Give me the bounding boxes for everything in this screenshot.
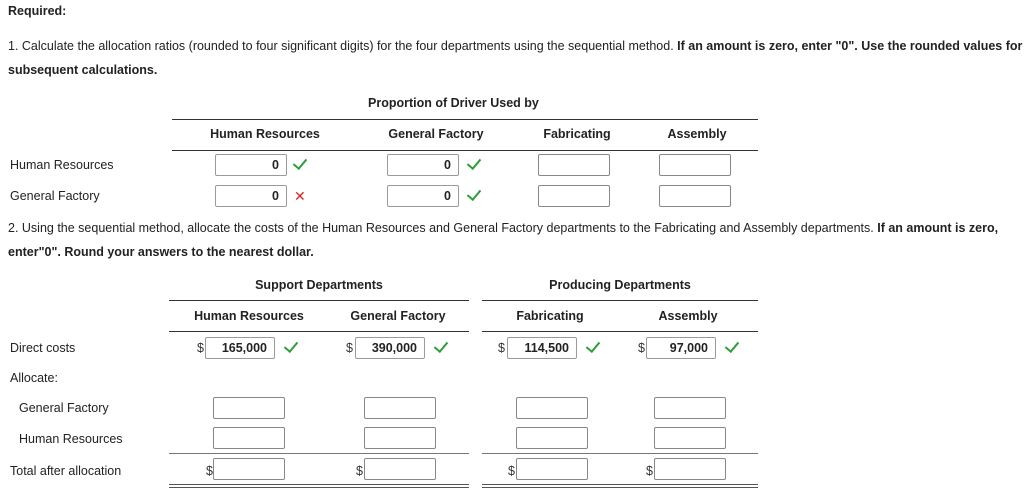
ratio-input-hr-asm[interactable]	[659, 154, 731, 176]
direct-cost-input-asm[interactable]: 97,000	[646, 337, 716, 359]
ratio-input-gf-asm[interactable]	[659, 185, 731, 207]
header-rule	[172, 150, 758, 151]
subtotal-rule	[169, 453, 469, 454]
question-1-bold-instruction: If an amount is zero, enter "0". Use the rounded values for subsequent calculations.	[8, 39, 1023, 77]
total-double-rule	[169, 484, 469, 488]
col-header-general-factory: General Factory	[388, 127, 484, 141]
allocate-gf-input-gf[interactable]	[364, 397, 436, 419]
incorrect-x-icon: ✕	[294, 188, 306, 204]
correct-check-icon	[434, 338, 448, 353]
correct-check-icon	[293, 155, 307, 170]
ratio-input-gf-fab[interactable]	[538, 185, 610, 207]
currency-sign: $	[197, 341, 204, 355]
producing-header-rule	[482, 331, 758, 332]
total-input-asm[interactable]	[654, 458, 726, 480]
question-1-text	[8, 34, 1023, 82]
table-rule	[172, 119, 758, 120]
support-rule	[169, 300, 469, 301]
question-1-instruction: 1. Calculate the allocation ratios (rounded to four significant digits) for the four departments using the sequential method.	[8, 39, 678, 53]
allocate-label: Allocate:	[10, 371, 58, 385]
col-header-human-resources: Human Resources	[210, 127, 320, 141]
row-label-human-resources: Human Resources	[10, 158, 114, 172]
allocate-gf-input-asm[interactable]	[654, 397, 726, 419]
required-heading: Required:	[8, 4, 67, 18]
allocate-gf-input-hr[interactable]	[213, 397, 285, 419]
col2-header-fabricating: Fabricating	[516, 309, 584, 323]
proportion-table-title: Proportion of Driver Used by	[368, 96, 539, 110]
currency-sign: $	[508, 464, 515, 478]
direct-cost-input-gf[interactable]: 390,000	[355, 337, 425, 359]
row-label-total-after-allocation: Total after allocation	[10, 464, 122, 478]
currency-sign: $	[638, 341, 645, 355]
question-2-text	[8, 216, 1023, 264]
correct-check-icon	[284, 338, 298, 353]
allocate-hr-input-fab[interactable]	[516, 427, 588, 449]
row-label-general-factory: General Factory	[10, 189, 100, 203]
correct-check-icon	[467, 155, 481, 170]
support-header-rule	[169, 331, 469, 332]
ratio-input-gf-hr[interactable]: 0	[215, 185, 287, 207]
allocate-hr-input-asm[interactable]	[654, 427, 726, 449]
direct-cost-input-hr[interactable]: 165,000	[205, 337, 275, 359]
total-input-fab[interactable]	[516, 458, 588, 480]
group-header-support: Support Departments	[255, 278, 383, 292]
total-double-rule	[482, 484, 758, 488]
currency-sign: $	[206, 464, 213, 478]
row-label-allocate-human-resources: Human Resources	[19, 432, 123, 446]
col-header-assembly: Assembly	[667, 127, 727, 141]
correct-check-icon	[467, 186, 481, 201]
col-header-fabricating: Fabricating	[543, 127, 611, 141]
row-label-direct-costs: Direct costs	[10, 341, 76, 355]
subtotal-rule	[482, 453, 758, 454]
ratio-input-hr-hr[interactable]: 0	[215, 154, 287, 176]
question-2-bold-instruction: If an amount is zero, enter"0". Round your answers to the nearest dollar.	[8, 221, 999, 259]
correct-check-icon	[725, 338, 739, 353]
total-input-hr[interactable]	[213, 458, 285, 480]
row-label-allocate-general-factory: General Factory	[19, 401, 109, 415]
direct-cost-input-fab[interactable]: 114,500	[507, 337, 577, 359]
question-2-instruction: 2. Using the sequential method, allocate the costs of the Human Resources and General Factory departments to the Fabricating and Assembly departments.	[8, 221, 878, 235]
allocate-hr-input-hr[interactable]	[213, 427, 285, 449]
total-input-gf[interactable]	[364, 458, 436, 480]
currency-sign: $	[356, 464, 363, 478]
ratio-input-gf-gf[interactable]: 0	[387, 185, 459, 207]
currency-sign: $	[498, 341, 505, 355]
correct-check-icon	[586, 338, 600, 353]
col2-header-general-factory: General Factory	[350, 309, 446, 323]
col2-header-human-resources: Human Resources	[194, 309, 304, 323]
ratio-input-hr-fab[interactable]	[538, 154, 610, 176]
producing-rule	[482, 300, 758, 301]
col2-header-assembly: Assembly	[658, 309, 718, 323]
currency-sign: $	[646, 464, 653, 478]
group-header-producing: Producing Departments	[549, 278, 691, 292]
allocate-hr-input-gf[interactable]	[364, 427, 436, 449]
allocate-gf-input-fab[interactable]	[516, 397, 588, 419]
currency-sign: $	[346, 341, 353, 355]
ratio-input-hr-gf[interactable]: 0	[387, 154, 459, 176]
